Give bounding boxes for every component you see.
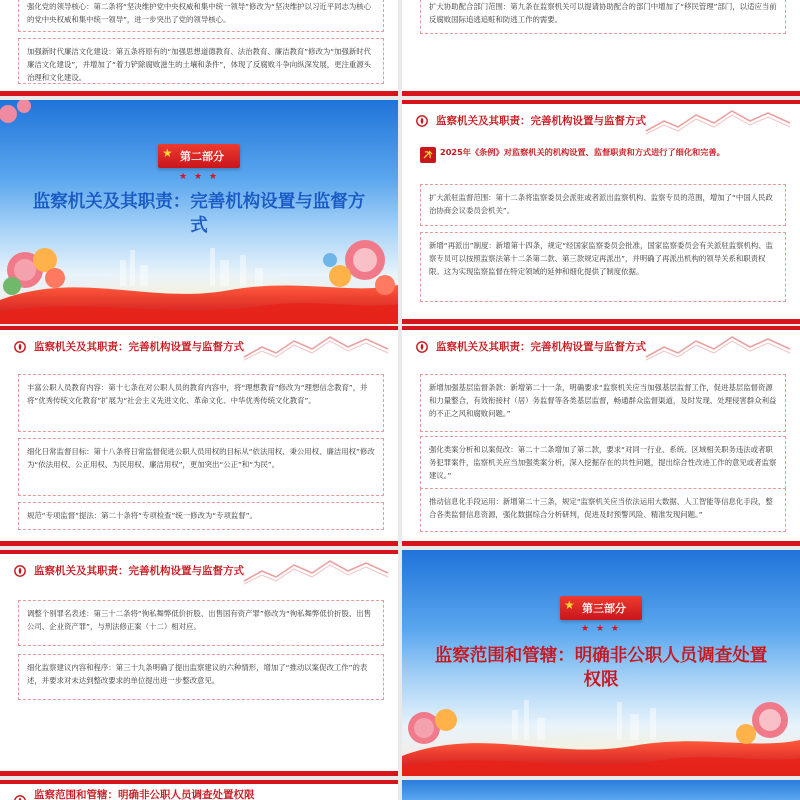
slide-footer-bar	[402, 541, 800, 546]
part-badge-wrap	[402, 596, 800, 620]
content-box	[420, 184, 786, 226]
stars-row: ★ ★ ★	[581, 624, 621, 634]
flame-emblem-icon	[14, 795, 26, 800]
paragraph: 丰富公职人员教育内容：第十七条在对公职人员的教育内容中，将“理想教育”修改为“理想信念教育”，并将“优秀传统文化教育”扩展为“社会主义先进文化、革命文化、中华优秀传统文化教育”。	[27, 383, 368, 405]
content-box	[420, 232, 786, 302]
content-box	[420, 436, 786, 494]
cover-title: 监察机关及其职责：完善机构设置与监督方式	[32, 192, 366, 236]
part-badge	[158, 144, 240, 168]
slide-header	[402, 104, 800, 138]
flame-emblem-icon	[14, 565, 26, 577]
paragraph: 新增“再派出”制度：新增第十四条，规定“经国家监察委员会批准，国家监察委员会有关派驻监察机构、监察专员可以按照监察法第十二条第二款、第三款规定再派出”，并明确了再派出机构的领导关系和职责权限。这为实现监察监督在特定领域的延伸和细化提供了制度依据。	[429, 241, 774, 276]
header-title: 监察机关及其职责：完善机构设置与监督方式	[436, 341, 646, 353]
paragraph: 强化党的领导核心：第二条将“坚决维护党中央权威和集中统一领导”修改为“坚决维护以习近平同志为核心的党中央权威和集中统一领导”，进一步突出了党的领导核心。	[27, 2, 372, 24]
paragraph: 扩大协助配合部门范围：第九条在监察机关可以提请协助配合的部门中增加了“移民管理”部门，以适应当前反腐败国际追逃追赃和防逃工作的需要。	[429, 2, 777, 24]
paragraph: 调整个别罪名表述：第三十二条将“徇私舞弊低价折股、出售国有资产罪”修改为“徇私舞弊低价折股、出售公司、企业资产罪”，与刑法修正案（十二）相对应。	[27, 609, 372, 631]
paragraph: 强化类案分析和以案促改：第二十二条增加了第二款，要求“对同一行业、系统、区域相关职务违法或者职务犯罪案件，监察机关应当加强类案分析，深入挖掘存在的共性问题，提出综合性改进工作的意见或者监察建议。”	[429, 445, 777, 480]
slide-10-cover[interactable]	[402, 780, 800, 800]
paragraph: 细化日常监督目标：第十八条将日常监督促进公职人员用权的目标从“依法用权、秉公用权、廉洁用权”修改为“依法用权、公正用权、为民用权、廉洁用权”，更加突出“公正”和“为民”。	[27, 447, 375, 469]
header-title: 监察机关及其职责：完善机构设置与监督方式	[34, 341, 244, 353]
paragraph: 规范“专项监督”提法：第二十条将“专项检查”统一修改为“专项监督”。	[27, 511, 257, 520]
great-wall-icon	[242, 333, 392, 361]
paragraph: 推动信息化手段运用：新增第二十三条，规定“监察机关应当依法运用大数据、人工智能等信息化手段，整合各类监督信息资源，强化数据综合分析研判，促进及时预警风险、精准发现问题。”	[429, 497, 773, 519]
slide-footer-bar	[402, 91, 800, 96]
slide-6[interactable]	[402, 326, 800, 546]
content-box	[18, 438, 384, 496]
header-title: 监察范围和管辖：明确非公职人员调查处置权限	[34, 789, 255, 800]
lead-row	[420, 146, 786, 158]
cover-title: 监察范围和管辖：明确非公职人员调查处置权限	[434, 646, 768, 690]
part-badge-label: 第二部分	[180, 150, 224, 163]
content-box	[18, 654, 384, 700]
header-title: 监察机关及其职责：完善机构设置与监督方式	[436, 115, 646, 127]
slide-footer-bar	[0, 771, 398, 776]
content-box	[18, 374, 384, 432]
slide-header	[0, 554, 398, 588]
part-badge-label: 第三部分	[582, 602, 626, 615]
petal-decoration	[0, 100, 31, 123]
great-wall-icon	[644, 333, 794, 361]
content-box	[18, 600, 384, 646]
paragraph: 加强新时代廉洁文化建设：第五条将原有的“加强思想道德教育、法治教育、廉洁教育”修改为“加强新时代廉洁文化建设”，并增加了“着力铲除腐败滋生的土壤和条件”，体现了反腐败斗争向纵深发展，更注重源头治理和文化建设。	[27, 47, 372, 82]
slide-1[interactable]	[0, 0, 398, 96]
slide-2[interactable]	[402, 0, 800, 96]
slide-5[interactable]	[0, 326, 398, 546]
slide-header	[402, 330, 800, 364]
paragraph: 新增加强基层监督条款：新增第二十一条，明确要求“监察机关应当加强基层监督工作，促进基层监督资源和力量整合，有效衔接村（居）务监督等各类基层监督，畅通群众监督渠道，及时发现、处理侵害群众利益的不正之风和腐败问题。”	[429, 383, 777, 418]
party-emblem-icon	[420, 147, 436, 163]
flame-emblem-icon	[416, 341, 428, 353]
flame-emblem-icon	[14, 341, 26, 353]
lead-text: 2025年《条例》对监察机关的机构设置、监督职责和方式进行了细化和完善。	[440, 147, 725, 157]
part-badge-wrap	[0, 144, 398, 168]
slide-3-cover[interactable]	[0, 100, 398, 324]
slide-4[interactable]	[402, 100, 800, 324]
paragraph: 扩大派驻监督范围：第十二条将监察委员会派驻或者派出监察机构、监察专员的范围，增加了“中国人民政治协商会议委员会机关”。	[429, 193, 773, 215]
content-box	[420, 488, 786, 532]
stars-row: ★ ★ ★	[179, 172, 219, 182]
content-box	[18, 0, 384, 32]
slide-header	[0, 784, 398, 800]
slide-header	[0, 330, 398, 364]
part-badge	[560, 596, 642, 620]
content-box	[18, 38, 384, 84]
slide-9[interactable]	[0, 780, 398, 800]
slide-7[interactable]	[0, 550, 398, 776]
content-box	[420, 374, 786, 432]
content-box	[420, 0, 786, 34]
header-title: 监察机关及其职责：完善机构设置与监督方式	[34, 565, 244, 577]
slide-8-cover[interactable]	[402, 550, 800, 776]
flame-emblem-icon	[416, 115, 428, 127]
star-icon: ★	[162, 146, 173, 160]
paragraph: 细化监察建议内容和程序：第三十九条明确了提出监察建议的六种情形，增加了“推动以案促改工作”的表述，并要求对未达到整改要求的单位提出进一步整改意见。	[27, 663, 368, 685]
content-box	[18, 502, 384, 530]
great-wall-icon	[242, 557, 392, 585]
slide-footer-bar	[402, 319, 800, 324]
slide-footer-bar	[0, 91, 398, 96]
great-wall-icon	[644, 107, 794, 135]
slide-footer-bar	[0, 541, 398, 546]
star-icon: ★	[564, 598, 575, 612]
